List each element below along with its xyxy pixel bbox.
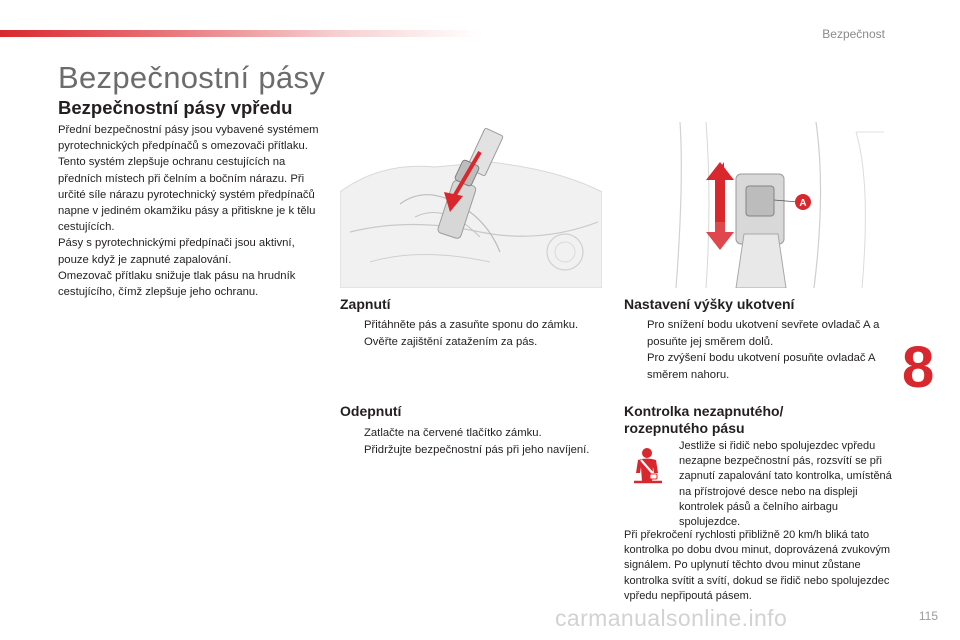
seatbelt-warning-icon xyxy=(628,446,668,486)
chapter-number: 8 xyxy=(902,335,935,400)
list-item: Přidržujte bezpečnostní pás při jeho navíjení. xyxy=(364,443,590,456)
list-item: Ověřte zajištění zatažením za pás. xyxy=(364,335,538,348)
unfastening-heading: Odepnutí xyxy=(340,403,402,419)
unfastening-steps xyxy=(341,425,596,458)
height-adjust-steps xyxy=(624,317,894,383)
page-number: 115 xyxy=(918,609,938,623)
list-item: Pro zvýšení bodu ukotvení posuňte ovladač A směrem nahoru. xyxy=(647,352,875,381)
warning-lamp-description: Jestliže si řidič nebo spolujezdec vpředu nezapne bezpečnostní pás, rozsvítí se při zapnutí zapalování tato kontrolka, umístěná na přístrojové desce nebo na displeji kontrolek pásů a čelního airbagu spolujezdce. xyxy=(679,440,892,529)
buckle-illustration xyxy=(340,122,602,288)
watermark: carmanualsonline.info xyxy=(555,605,788,631)
section-name: Bezpečnost xyxy=(822,27,885,41)
front-belts-description xyxy=(58,122,328,300)
intro-paragraph: Tento systém zlepšuje ochranu cestujících na předních místech při čelním a bočním nárazu. Při určité síle nárazu pyrotechnický systém předpínačů napne v jediném okamžiku pásy a přitiskne je k tělu cestujících. xyxy=(58,156,316,234)
front-belts-heading: Bezpečnostní pásy vpředu xyxy=(58,97,293,118)
label-a: A xyxy=(799,198,807,209)
fastening-heading: Zapnutí xyxy=(340,296,391,312)
page-title: Bezpečnostní pásy xyxy=(58,60,326,95)
height-adjust-heading: Nastavení výšky ukotvení xyxy=(624,296,795,312)
header-accent-bar xyxy=(0,30,480,37)
intro-paragraph: Přední bezpečnostní pásy jsou vybavené systémem pyrotechnických předpínačů s omezovači přítlaku. xyxy=(58,124,319,153)
intro-paragraph: Omezovač přítlaku snižuje tlak pásu na hrudník cestujícího, čímž zlepšuje jeho ochranu. xyxy=(58,269,296,299)
warning-lamp-heading: Kontrolka nezapnutého/ rozepnutého pásu xyxy=(624,403,784,436)
intro-paragraph: Pásy s pyrotechnickými předpínači jsou aktivní, pouze když je zapnuté zapalování. xyxy=(58,237,295,266)
list-item: Zatlačte na červené tlačítko zámku. xyxy=(364,427,542,439)
list-item: Pro snížení bodu ukotvení sevřete ovladač A a posuňte jej směrem dolů. xyxy=(647,319,880,348)
fastening-steps xyxy=(341,317,611,350)
list-item: Přitáhněte pás a zasuňte sponu do zámku. xyxy=(364,319,579,331)
warning-lamp-speed-note: Při překročení rychlosti přibližně 20 km/h bliká tato kontrolka po dobu dvou minut, doprovázená zvukovým signálem. Po uplynutí těchto dvou minut zůstane kontrolka svítit a svítí, dokud se řidič nebo spolujezdec vpředu nepřipoutá pásem. xyxy=(624,529,890,602)
height-adjuster-illustration xyxy=(666,122,884,288)
